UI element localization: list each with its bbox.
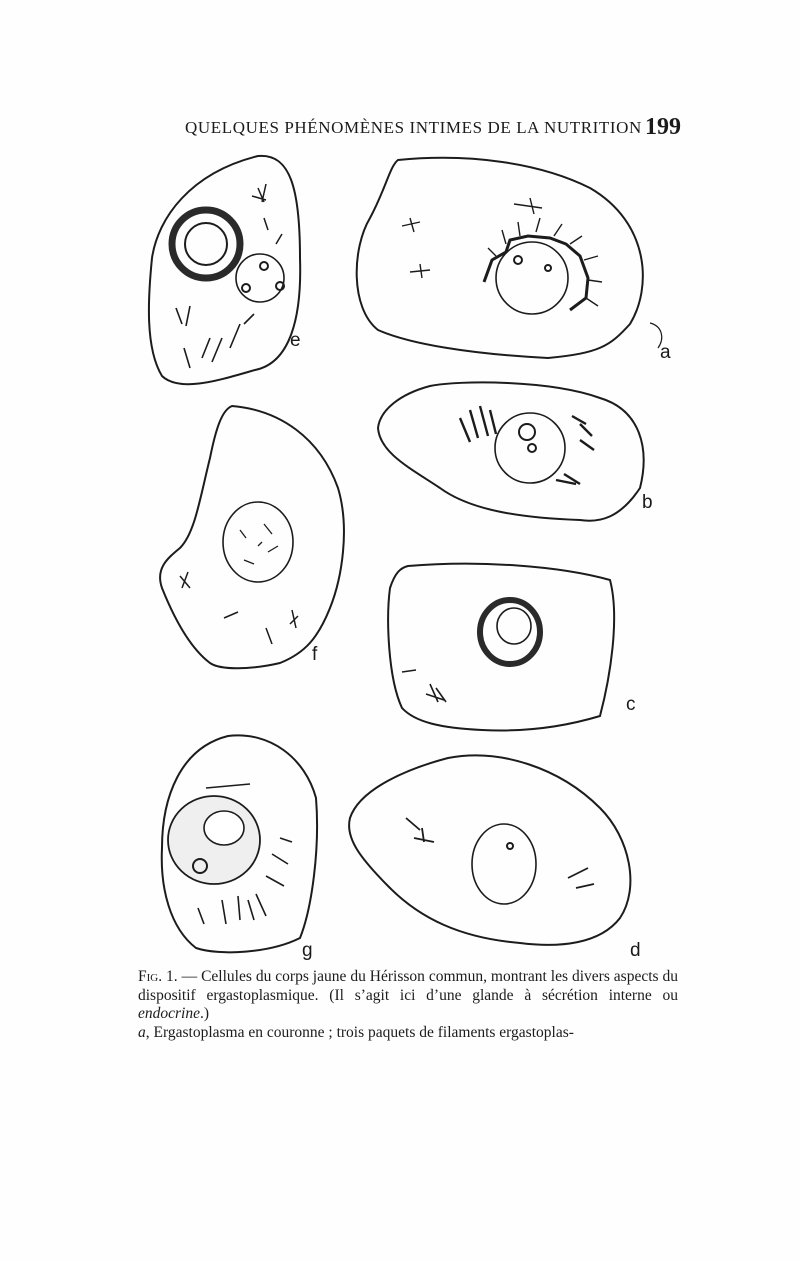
- figure-label: Fig. 1.: [138, 968, 178, 985]
- panel-label-f: f: [312, 644, 318, 665]
- panel-label-e: e: [290, 330, 301, 351]
- caption-close: .): [199, 1005, 210, 1022]
- figure-plate: [140, 148, 680, 963]
- page-number: 199: [645, 114, 681, 140]
- cell-b-drawing: [378, 382, 644, 520]
- caption-paragraph: [138, 968, 678, 1024]
- cell-c-drawing: [388, 564, 614, 731]
- caption-item-letter: a: [138, 1023, 146, 1041]
- caption-item-a: [138, 1024, 678, 1043]
- figure-caption: [138, 968, 678, 1042]
- caption-dash: —: [177, 968, 202, 985]
- page-header: [185, 114, 685, 142]
- caption-item-text: , Ergastoplasma en couronne ; trois paquets de filaments ergastoplas-: [145, 1023, 574, 1041]
- running-head: QUELQUES PHÉNOMÈNES INTIMES DE LA NUTRITION: [185, 118, 642, 137]
- cell-d-drawing: [349, 755, 630, 944]
- cell-e-drawing: [149, 156, 300, 384]
- cell-drawings: [140, 148, 680, 963]
- caption-main-text: Cellules du corps jaune du Hérisson commun, montrant les divers aspects du dispositif ergastoplasmique. (Il s’agit ici d’une glande à sécrétion interne ou: [138, 968, 679, 1004]
- cell-f-drawing: [160, 406, 344, 668]
- panel-label-g: g: [302, 940, 313, 961]
- panel-label-a: a: [660, 342, 671, 363]
- panel-label-d: d: [630, 940, 641, 961]
- panel-label-b: b: [642, 492, 653, 513]
- cell-g-drawing: [162, 735, 317, 952]
- panel-label-c: c: [626, 694, 636, 715]
- caption-italic-term: endocrine: [138, 1005, 200, 1022]
- cell-a-drawing: [357, 158, 662, 358]
